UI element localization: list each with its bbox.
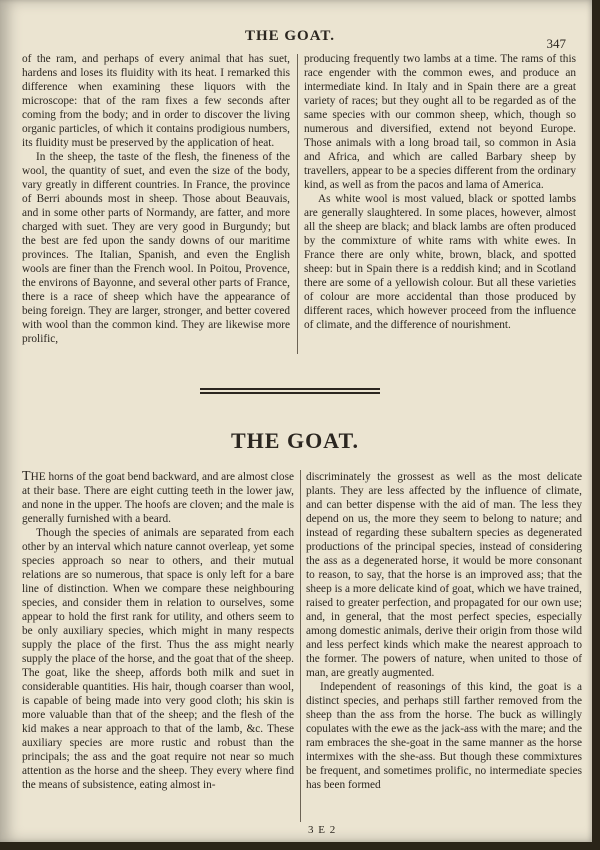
bottom-right-column bbox=[306, 470, 582, 792]
paragraph: of the ram, and perhaps of every animal that has suet, hardens and loses its fluidity with its heat. I remarked this difference when examining these liquors with the microscope: that of the ram fixes a few seconds after coming from the body; and in order to discover the living organic particles, of which it contains prodigious numbers, its fluidity must be preserved by the application of heat. bbox=[22, 53, 290, 149]
page-number: 347 bbox=[546, 36, 566, 51]
running-head: THE GOAT. bbox=[244, 28, 336, 44]
paragraph: producing frequently two lambs at a time. The rams of this race engender with the common ewes, and produce an intermediate kind. In Italy and in Spain there are a great variety of races; but they ought all to be regarded as of the same species with our common sheep, which, though so numerous and diversified, extend not beyond Europe. Those animals with a long broad tail, so common in Asia and Africa, and which are called Barbary sheep by travellers, appear to be a species different from the ordinary kind, as well as from the pacos and lama of America. bbox=[304, 53, 576, 191]
bottom-left-column bbox=[22, 470, 294, 792]
paragraph: Independent of reasonings of this kind, the goat is a distinct species, and perhaps still farther removed from the sheep than the ass from the horse. The buck as willingly copulates with the ewe as the jack-ass with the mare; and the ram embraces the she-goat in the same manner as the horse intermixes with the she-ass. But though these commixtures be frequent, and sometimes prolific, no intermediate species has been formed bbox=[306, 681, 582, 791]
paragraph-text: HE horns of the goat bend backward, and are almost close at their base. There are eight cutting teeth in the lower jaw, and none in the upper. The hoofs are cloven; and the male is generally furnished with a beard. bbox=[22, 471, 294, 525]
drop-cap: T bbox=[22, 469, 31, 484]
top-left-column bbox=[22, 52, 290, 346]
paragraph: As white wool is most valued, black or spotted lambs are generally slaughtered. In some places, however, almost all the sheep are black; and black lambs are often produced by the commixture of white rams with white ewes. In France there are only white, brown, black, and spotted sheep: but in Spain there is a reddish kind; and in Scotland there are some of a yellowish colour. But all these varieties of colour are more accidental than those produced by different races, which however proceed from the influence of climate, and the difference of nourishment. bbox=[304, 193, 576, 331]
paragraph: In the sheep, the taste of the flesh, the fineness of the wool, the quantity of suet, and even the size of the body, vary greatly in different countries. In France, the province of Berri abounds most in sheep. Those about Beauvais, and in some other parts of Normandy, are fatter, and more charged with suet. They are very good in Burgundy; but the best are fed upon the sandy downs of our maritime provinces. The Italian, Spanish, and even the English wools are finer than the French wool. In Poitou, Provence, the environs of Bayonne, and several other parts of France, there is a race of sheep which have the appearance of being foreign. They are larger, stronger, and better covered with wool than the common kind. They are likewise more prolific, bbox=[22, 151, 290, 345]
top-right-column bbox=[304, 52, 576, 332]
section-title: THE GOAT. bbox=[231, 428, 359, 453]
paragraph: discriminately the grossest as well as the most delicate plants. They are less affected by the influence of climate, and can better dispense with the aid of man. The less they depend on us, the more they seem to belong to nature; and instead of regarding these subaltern species as degenerated productions of the principal species, instead of considering the ass as a degenerated horse, it would be more consonant to reason, to say, that the horse is an improved ass; that the sheep is a more delicate kind of goat, which we have trained, raised to greater perfection, and propagated for our own use; and, in general, that the most perfect species, especially among domestic animals, derive their origin from those wild and less perfect kinds which make the nearest approach to the former. The powers of nature, when united to those of man, are greatly augmented. bbox=[306, 471, 582, 679]
section-divider bbox=[200, 388, 380, 396]
column-divider bbox=[297, 54, 298, 354]
signature-mark: 3 E 2 bbox=[308, 824, 337, 836]
column-divider bbox=[300, 470, 301, 822]
paragraph bbox=[22, 470, 294, 526]
paragraph: Though the species of animals are separated from each other by an interval which nature cannot overleap, yet some species approach so near to others, and their mutual relations are so numerous, that space is only left for a bare line of distinction. When we compare these neighbouring species, and consider them in relation to ourselves, some appear to hold the first rank for utility, and others seem to be only auxiliary species, which might in many respects supply the place of the first. Thus the ass might nearly supply the place of the horse, and the goat that of the sheep. The goat, like the sheep, affords both milk and suet in considerable quantities. His hair, though coarser than wool, is capable of being made into very good cloth; his skin is more valuable than that of the sheep; and the flesh of the kid makes a near approach to that of the lamb, &c. These auxiliary species are more rustic and robust than the principals; the ass and the goat require not near so much attention as the horse and the sheep. They every where find the means of subsistence, eating almost in- bbox=[22, 527, 294, 791]
